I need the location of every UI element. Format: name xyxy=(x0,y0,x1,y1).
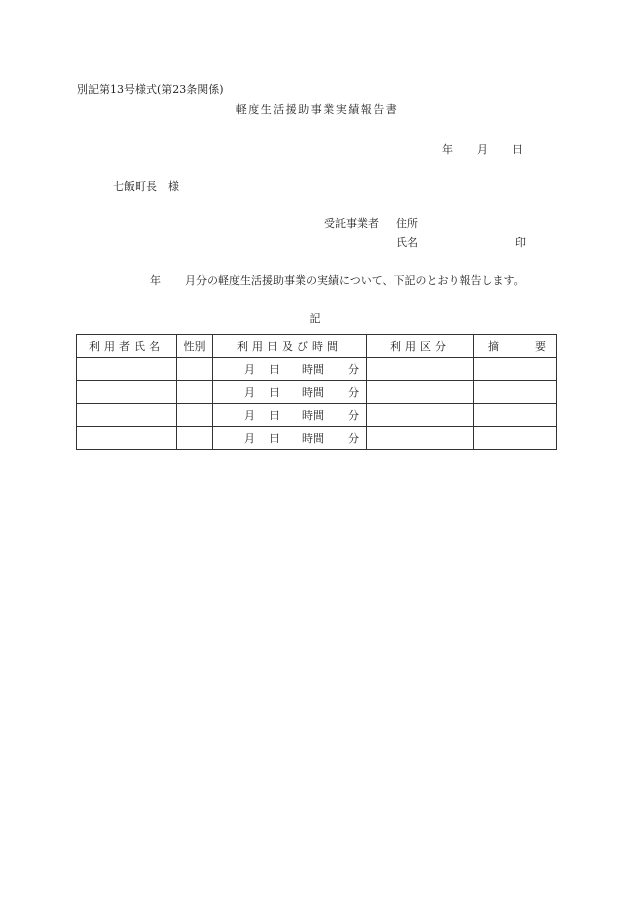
user-name-cell[interactable] xyxy=(77,427,177,450)
report-year-label: 年 xyxy=(150,274,161,287)
minute-label: 分 xyxy=(348,409,359,422)
minute-label: 分 xyxy=(348,432,359,445)
record-table xyxy=(76,334,557,450)
month-label: 月 xyxy=(244,432,255,445)
table-row xyxy=(77,381,557,404)
addressee-name: 七飯町長 xyxy=(113,180,157,193)
usage-category-cell[interactable] xyxy=(367,358,474,381)
ki-label: 記 xyxy=(309,312,321,325)
gender-cell[interactable] xyxy=(177,427,213,450)
contractor-label: 受託事業者 xyxy=(324,217,379,230)
day-label: 日 xyxy=(269,363,280,376)
address-label: 住所 xyxy=(396,217,418,230)
table-row xyxy=(77,404,557,427)
user-name-cell[interactable] xyxy=(77,404,177,427)
usage-category-cell[interactable] xyxy=(367,404,474,427)
minute-label: 分 xyxy=(348,363,359,376)
addressee-honorific: 様 xyxy=(168,180,179,193)
usage-category-cell[interactable] xyxy=(367,381,474,404)
usage-category-cell[interactable] xyxy=(367,427,474,450)
header-user-name: 利用者氏名 xyxy=(77,335,177,358)
date-month-label: 月 xyxy=(477,143,488,156)
remarks-cell[interactable] xyxy=(474,358,557,381)
gender-cell[interactable] xyxy=(177,381,213,404)
hour-label: 時間 xyxy=(302,386,324,399)
gender-cell[interactable] xyxy=(177,358,213,381)
header-remarks-1: 摘 xyxy=(488,340,499,353)
usage-datetime-cell[interactable] xyxy=(213,427,367,450)
month-label: 月 xyxy=(244,363,255,376)
usage-datetime-cell[interactable] xyxy=(213,404,367,427)
hour-label: 時間 xyxy=(302,363,324,376)
header-remarks-2: 要 xyxy=(535,340,546,353)
date-day-label: 日 xyxy=(512,143,523,156)
table-row xyxy=(77,427,557,450)
table-header-row xyxy=(77,335,557,358)
header-usage-category: 利用区分 xyxy=(367,335,474,358)
header-remarks xyxy=(474,335,557,358)
report-sentence xyxy=(150,275,525,286)
day-label: 日 xyxy=(269,409,280,422)
addressee xyxy=(113,181,179,192)
name-label: 氏名 xyxy=(396,236,418,249)
hour-label: 時間 xyxy=(302,409,324,422)
document-title: 軽度生活援助事業実績報告書 xyxy=(235,103,399,116)
seal-label: 印 xyxy=(515,236,526,249)
form-number: 別記第13号様式(第23条関係) xyxy=(77,83,224,96)
remarks-cell[interactable] xyxy=(474,427,557,450)
minute-label: 分 xyxy=(348,386,359,399)
hour-label: 時間 xyxy=(302,432,324,445)
report-body: 月分の軽度生活援助事業の実績について、下記のとおり報告します。 xyxy=(185,274,525,287)
user-name-cell[interactable] xyxy=(77,381,177,404)
date-line xyxy=(442,144,523,155)
month-label: 月 xyxy=(244,386,255,399)
remarks-cell[interactable] xyxy=(474,381,557,404)
usage-datetime-cell[interactable] xyxy=(213,358,367,381)
date-year-label: 年 xyxy=(442,143,453,156)
user-name-cell[interactable] xyxy=(77,358,177,381)
month-label: 月 xyxy=(244,409,255,422)
day-label: 日 xyxy=(269,386,280,399)
usage-datetime-cell[interactable] xyxy=(213,381,367,404)
day-label: 日 xyxy=(269,432,280,445)
gender-cell[interactable] xyxy=(177,404,213,427)
remarks-cell[interactable] xyxy=(474,404,557,427)
header-usage-datetime: 利用日及び時間 xyxy=(213,335,367,358)
table-row xyxy=(77,358,557,381)
header-gender: 性別 xyxy=(177,335,213,358)
